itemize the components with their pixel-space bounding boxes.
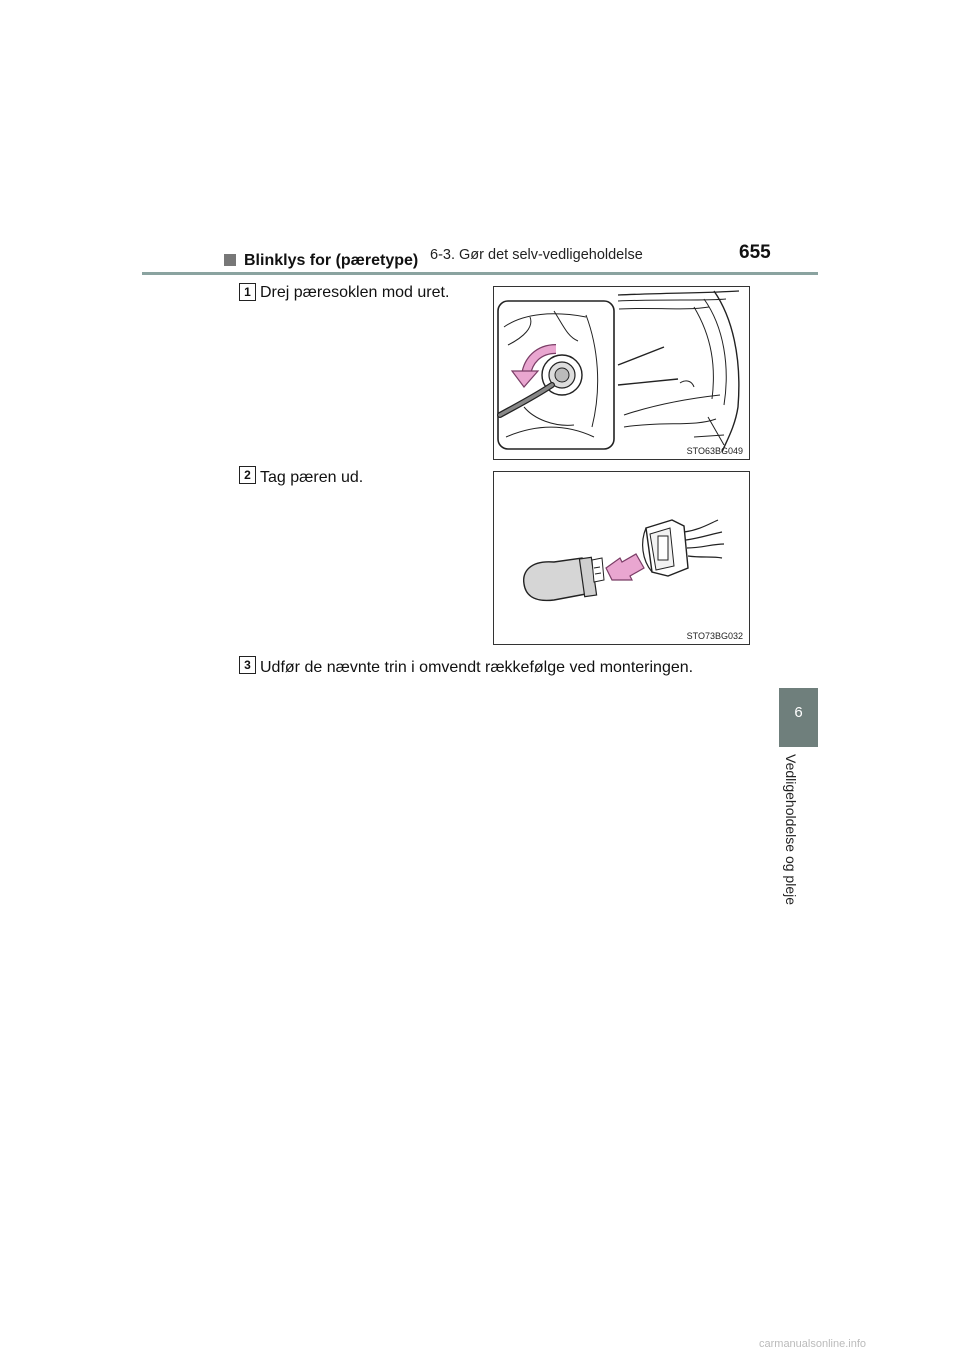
header-divider — [142, 272, 818, 275]
page-number: 655 — [739, 242, 771, 263]
chapter-title: Vedligeholdelse og pleje — [783, 754, 799, 906]
heading-text: Blinklys for (pæretype) — [244, 252, 419, 269]
figure-code: STO73BG032 — [686, 631, 743, 641]
chapter-number: 6 — [794, 704, 803, 721]
step-text-1: Drej pæresoklen mod uret. — [260, 284, 450, 301]
figure-turn-socket — [493, 286, 750, 460]
step-badge-1: 1 — [239, 283, 256, 301]
section-title: 6-3. Gør det selv-vedligeholdelse — [430, 247, 643, 263]
step-text-2: Tag pæren ud. — [260, 469, 364, 486]
square-bullet-icon — [224, 254, 236, 266]
step-badge-2: 2 — [239, 466, 256, 484]
step-text-3: Udfør de nævnte trin i omvendt rækkefølge ved monteringen. — [260, 659, 694, 676]
section-heading — [224, 252, 418, 270]
figure-remove-bulb — [493, 471, 750, 645]
figure-code: STO63BG049 — [686, 446, 743, 456]
turn-socket-illustration — [494, 287, 748, 458]
footer-watermark: carmanualsonline.info — [759, 1338, 867, 1350]
step-badge-3: 3 — [239, 656, 256, 674]
remove-bulb-illustration — [494, 472, 748, 643]
